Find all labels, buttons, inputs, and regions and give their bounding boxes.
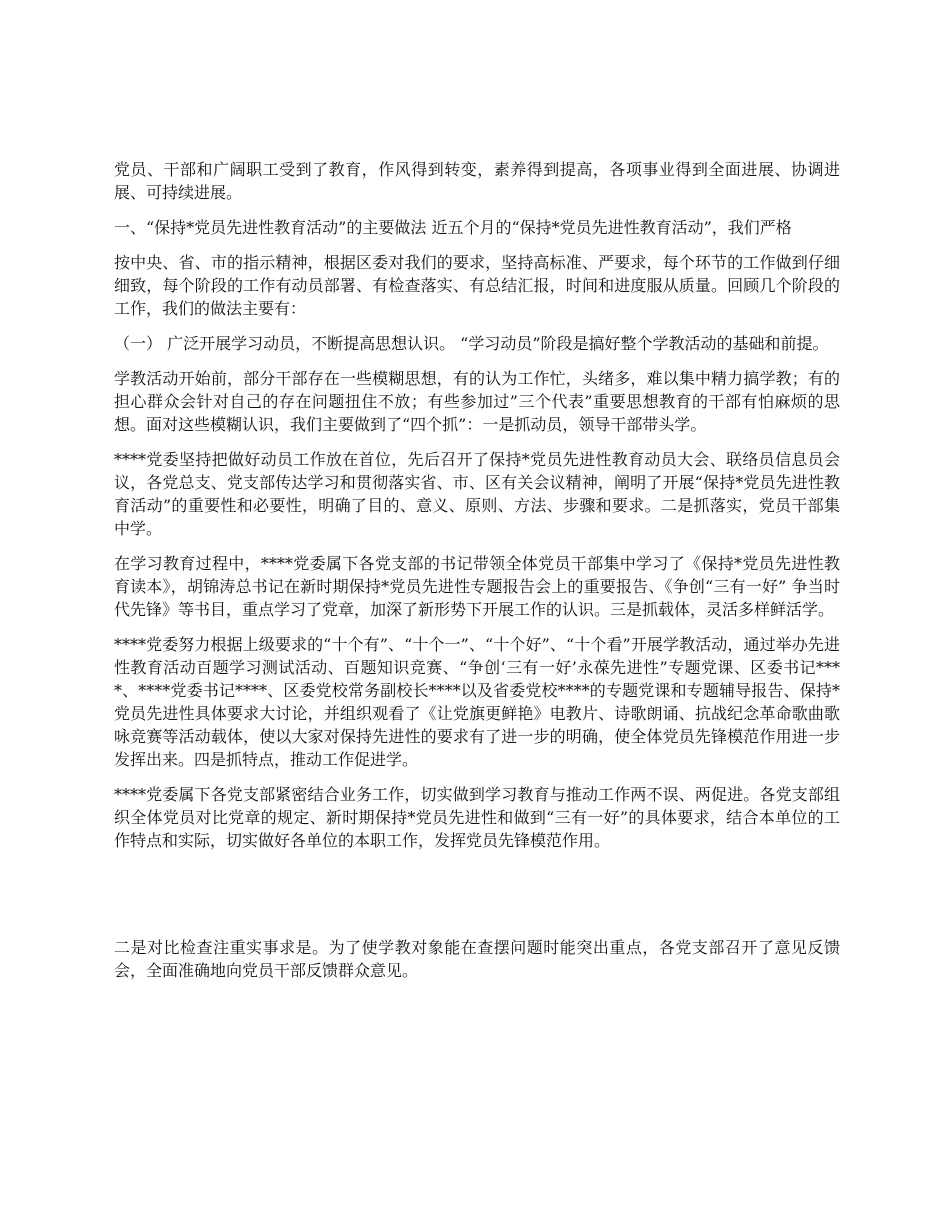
paragraph-6: ****党委坚持把做好动员工作放在首位，先后召开了保持*党员先进性教育动员大会、联络员信息员会议，各党总支、党支部传达学习和贯彻落实省、市、区有关会议精神，阐明了开展“保持*党员先进性教育活动”的重要性和必要性，明确了目的、意义、原则、方法、步骤和要求。二是抓落实，党员干部集中学。: [114, 450, 840, 538]
blank-gap: [114, 864, 840, 936]
section-heading-1: 一、“保持*党员先进性教育活动”的主要做法 近五个月的“保持*党员先进性教育活动”，我们严格: [114, 218, 792, 237]
paragraph-8: ****党委努力根据上级要求的“十个有”、“十个一”、“十个好”、“十个看”开展学教活动，通过举办先进性教育活动百题学习测试活动、百题知识竞赛、“争创‘三有一好’永葆先进性”专题党课、区委书记****、****党委书记****、区委党校常务副校长****以及省委党校****的专题党课和专题辅导报告、保持*党员先进性具体要求大讨论，并组织观看了《让党旗更鲜艳》电教片、诗歌朗诵、抗战纪念革命歌曲歌咏竞赛等活动载体，使以大家对保持先进性的要求有了进一步的明确，使全体党员先锋模范作用进一步发挥出来。四是抓特点，推动工作促进学。: [114, 635, 840, 769]
document-page: [114, 158, 840, 994]
subsection-heading-1: （一） 广泛开展学习动员，不断提高思想认识。 “学习动员”阶段是搞好整个学教活动的基础和前提。: [114, 334, 829, 353]
paragraph-1: 党员、干部和广阔职工受到了教育，作风得到转变，素养得到提高，各项事业得到全面进展、协调进展、可持续进展。: [114, 160, 840, 202]
paragraph-5: 学教活动开始前，部分干部存在一些模糊思想，有的认为工作忙，头绪多，难以集中精力搞学教；有的担心群众会针对自己的存在问题扭住不放；有些参加过”三个代表”重要思想教育的干部有怕麻烦的思想。面对这些模糊认识，我们主要做到了“四个抓”：一是抓动员，领导干部带头学。: [114, 369, 840, 434]
paragraph-3: 按中央、省、市的指示精神，根据区委对我们的要求，坚持高标准、严要求，每个环节的工作做到仔细细致，每个阶段的工作有动员部署、有检查落实、有总结汇报，时间和进度服从质量。回顾几个阶段的工作，我们的做法主要有：: [114, 253, 840, 318]
paragraph-7: 在学习教育过程中，****党委属下各党支部的书记带领全体党员干部集中学习了《保持*党员先进性教育读本》，胡锦涛总书记在新时期保持*党员先进性专题报告会上的重要报告、《争创“三有一好” 争当时代先锋》等书目，重点学习了党章，加深了新形势下开展工作的认识。三是抓载体，灵活多样鲜活学。: [114, 554, 840, 619]
paragraph-9: ****党委属下各党支部紧密结合业务工作，切实做到学习教育与推动工作两不误、两促进。各党支部组织全体党员对比党章的规定、新时期保持*党员先进性和做到“三有一好”的具体要求，结合本单位的工作特点和实际，切实做好各单位的本职工作，发挥党员先锋模范作用。: [114, 785, 840, 850]
paragraph-10: 二是对比检查注重实事求是。为了使学教对象能在查摆问题时能突出重点，各党支部召开了意见反馈会，全面准确地向党员干部反馈群众意见。: [114, 938, 840, 980]
